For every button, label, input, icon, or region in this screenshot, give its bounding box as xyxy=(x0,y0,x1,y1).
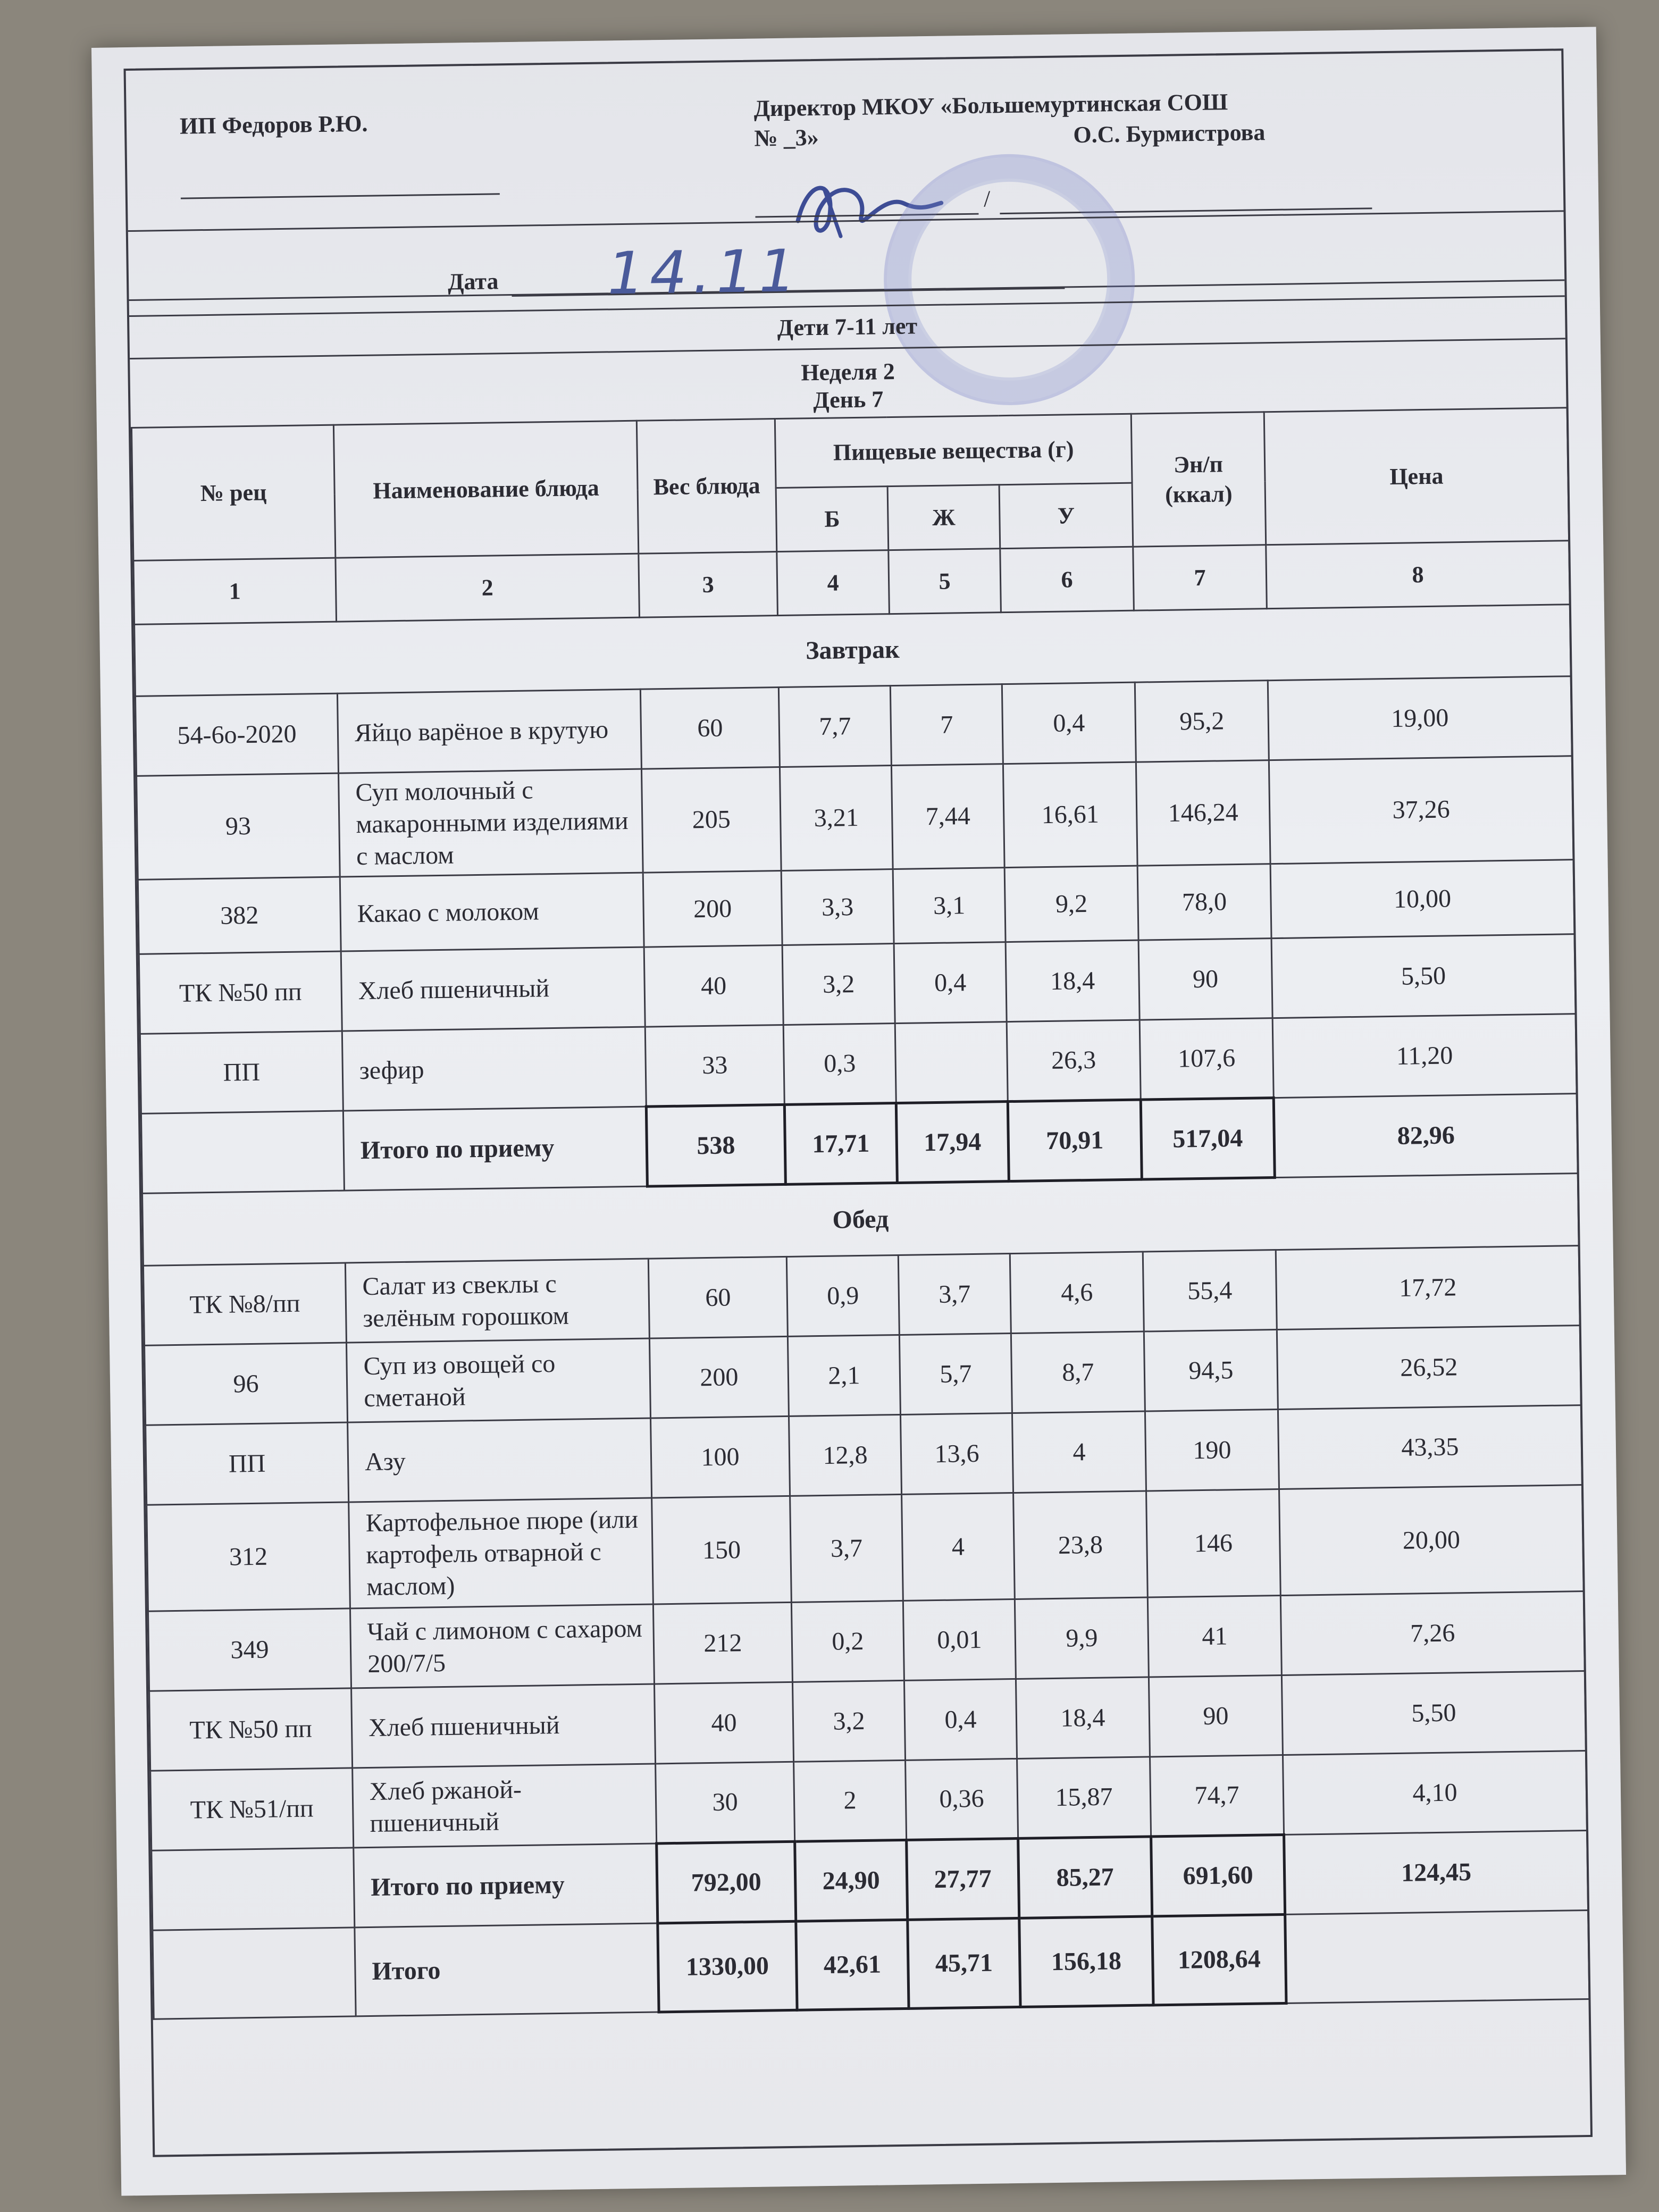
grand-total-b: 42,61 xyxy=(796,1920,909,2010)
lunch-title: Обед xyxy=(143,1174,1579,1266)
director-title-line2: № _3» xyxy=(754,124,819,152)
header-row-1 xyxy=(131,408,1568,497)
u-cell: 4 xyxy=(1012,1411,1146,1493)
zh-cell: 7,44 xyxy=(891,764,1004,869)
col-u-header: У xyxy=(999,483,1133,548)
grand-total-zh: 45,71 xyxy=(908,1918,1020,2008)
total-weight: 538 xyxy=(646,1104,785,1186)
col-name-header: Наименование блюда xyxy=(333,421,638,558)
menu-table xyxy=(131,407,1590,2020)
energy-cell: 90 xyxy=(1138,939,1272,1020)
rec-cell: 96 xyxy=(145,1343,348,1425)
approval-header xyxy=(126,51,1565,301)
price-cell: 11,20 xyxy=(1272,1014,1577,1098)
zh-cell: 0,01 xyxy=(903,1599,1016,1680)
document-frame xyxy=(123,48,1593,2157)
b-cell: 7,7 xyxy=(778,686,891,767)
u-cell: 26,3 xyxy=(1007,1020,1141,1101)
supplier-signature-line xyxy=(181,193,500,199)
total-energy: 691,60 xyxy=(1151,1834,1285,1916)
b-cell: 3,7 xyxy=(790,1494,903,1602)
rec-cell: ТК №50 пп xyxy=(139,951,342,1034)
energy-cell: 146 xyxy=(1146,1489,1281,1597)
total-energy: 517,04 xyxy=(1141,1098,1275,1179)
energy-cell: 74,7 xyxy=(1150,1755,1284,1836)
col-b-header: Б xyxy=(776,487,889,552)
weight-cell: 40 xyxy=(654,1682,793,1764)
zh-cell: 13,6 xyxy=(900,1413,1013,1495)
b-cell: 3,3 xyxy=(781,869,894,945)
weight-cell: 150 xyxy=(652,1496,792,1604)
dish-name-cell: Суп молочный с макаронными изделиями с маслом xyxy=(339,769,643,877)
dish-name-cell: Хлеб пшеничный xyxy=(341,947,645,1031)
rec-cell: ТК №51/пп xyxy=(150,1768,354,1850)
price-cell: 43,35 xyxy=(1278,1405,1582,1489)
col-number: 2 xyxy=(336,554,640,622)
price-cell: 19,00 xyxy=(1268,676,1572,760)
b-cell: 2,1 xyxy=(787,1335,900,1416)
energy-cell: 55,4 xyxy=(1143,1250,1277,1331)
u-cell: 23,8 xyxy=(1013,1491,1148,1599)
rec-cell: ТК №50 пп xyxy=(149,1688,353,1771)
total-zh: 27,77 xyxy=(907,1838,1019,1920)
zh-cell: 4 xyxy=(902,1493,1015,1601)
price-cell: 7,26 xyxy=(1280,1591,1585,1675)
price-cell: 5,50 xyxy=(1281,1671,1586,1755)
price-cell: 20,00 xyxy=(1279,1485,1583,1596)
total-weight: 792,00 xyxy=(657,1841,796,1923)
supplier-name: ИП Федоров Р.Ю. xyxy=(179,110,368,139)
zh-cell: 0,4 xyxy=(904,1679,1017,1760)
col-number: 7 xyxy=(1133,545,1267,610)
col-price-header: Цена xyxy=(1264,408,1569,545)
energy-cell: 90 xyxy=(1149,1675,1283,1756)
b-cell: 0,3 xyxy=(783,1024,896,1105)
rec-cell: 93 xyxy=(137,773,340,879)
director-name: О.С. Бурмистрова xyxy=(1073,119,1266,148)
price-cell: 4,10 xyxy=(1283,1751,1587,1835)
weight-cell: 33 xyxy=(645,1025,784,1107)
menu-sheet xyxy=(91,27,1626,2196)
zh-cell: 3,7 xyxy=(898,1254,1011,1335)
dish-name-cell: Какао с молоком xyxy=(340,873,644,951)
dish-name-cell: Салат из свеклы с зелёным горошком xyxy=(345,1259,649,1343)
energy-cell: 95,2 xyxy=(1135,681,1269,762)
energy-cell: 41 xyxy=(1147,1596,1281,1677)
zh-cell: 3,1 xyxy=(893,868,1006,944)
rec-cell: 382 xyxy=(138,877,341,954)
rec-cell: 312 xyxy=(147,1502,350,1611)
rec-cell: 54-6о-2020 xyxy=(135,693,338,776)
total-b: 17,71 xyxy=(784,1103,897,1185)
price-cell: 17,72 xyxy=(1276,1246,1580,1330)
weight-cell: 200 xyxy=(643,870,782,947)
empty-cell xyxy=(141,1111,344,1193)
rec-cell: ПП xyxy=(140,1031,343,1113)
dish-name-cell: Азу xyxy=(348,1418,652,1502)
dish-name-cell: Яйцо варёное в крутую xyxy=(337,689,641,773)
weight-cell: 100 xyxy=(651,1416,790,1498)
dish-name-cell: Картофельное пюре (или картофель отварной с маслом) xyxy=(349,1498,653,1608)
table-row xyxy=(147,1485,1584,1612)
b-cell: 3,2 xyxy=(792,1680,905,1762)
handwritten-date: 14.11 xyxy=(607,237,802,308)
grand-total-energy: 1208,64 xyxy=(1152,1914,1286,2005)
u-cell: 18,4 xyxy=(1006,940,1139,1021)
zh-cell: 0,36 xyxy=(906,1758,1018,1840)
rec-cell: ТК №8/пп xyxy=(143,1263,346,1345)
col-number: 1 xyxy=(133,558,337,624)
dish-name-cell: Суп из овощей со сметаной xyxy=(346,1338,650,1422)
col-number: 5 xyxy=(889,549,1001,614)
energy-cell: 146,24 xyxy=(1136,760,1270,866)
date-label: Дата xyxy=(447,268,499,295)
b-cell: 12,8 xyxy=(789,1414,901,1496)
breakfast-title: Завтрак xyxy=(135,605,1571,697)
rec-cell: ПП xyxy=(146,1422,349,1505)
total-u: 85,27 xyxy=(1018,1837,1152,1918)
total-label: Итого по приему xyxy=(354,1844,658,1928)
col-zh-header: Ж xyxy=(887,485,1000,550)
price-cell: 5,50 xyxy=(1271,934,1576,1018)
signature-separator: / xyxy=(983,186,991,212)
grand-total-price xyxy=(1285,1910,1589,2003)
weight-cell: 212 xyxy=(653,1602,792,1684)
col-rec-header: № рец xyxy=(131,425,335,560)
empty-cell xyxy=(152,1848,355,1930)
zh-cell: 5,7 xyxy=(899,1334,1012,1415)
director-title-line1: Директор МКОУ «Большемуртинская СОШ xyxy=(753,89,1228,122)
age-group: Дети 7-11 лет xyxy=(777,313,918,341)
col-nutrients-header: Пищевые вещества (г) xyxy=(775,414,1132,488)
empty-cell xyxy=(153,1928,356,2019)
price-cell: 37,26 xyxy=(1269,756,1573,864)
b-cell: 3,21 xyxy=(780,766,893,871)
weight-cell: 200 xyxy=(649,1336,789,1418)
u-cell: 15,87 xyxy=(1017,1757,1151,1838)
col-number: 3 xyxy=(639,552,778,618)
col-number: 4 xyxy=(777,550,890,616)
total-u: 70,91 xyxy=(1008,1100,1142,1181)
dish-name-cell: Чай с лимоном с сахаром 200/7/5 xyxy=(350,1604,654,1688)
col-number: 8 xyxy=(1266,541,1570,609)
col-number: 6 xyxy=(1000,547,1134,612)
grand-total-u: 156,18 xyxy=(1019,1916,1153,2007)
grand-total-weight: 1330,00 xyxy=(658,1921,797,2012)
total-label: Итого по приему xyxy=(343,1107,647,1191)
col-weight-header: Вес блюда xyxy=(636,419,776,554)
dish-name-cell: Хлеб пшеничный xyxy=(351,1684,656,1768)
zh-cell: 0,4 xyxy=(894,942,1007,1024)
u-cell: 16,61 xyxy=(1003,762,1137,867)
u-cell: 9,9 xyxy=(1015,1597,1149,1679)
energy-cell: 107,6 xyxy=(1139,1018,1273,1100)
u-cell: 8,7 xyxy=(1011,1331,1145,1413)
zh-cell xyxy=(895,1022,1008,1103)
total-b: 24,90 xyxy=(795,1840,908,1921)
table-row xyxy=(137,756,1573,880)
u-cell: 4,6 xyxy=(1010,1252,1144,1333)
zh-cell: 7 xyxy=(890,684,1003,766)
rec-cell: 349 xyxy=(148,1608,351,1691)
u-cell: 9,2 xyxy=(1004,866,1138,942)
grand-total-label: Итого xyxy=(355,1923,659,2016)
day-label: День 7 xyxy=(812,386,884,414)
energy-cell: 78,0 xyxy=(1137,864,1271,940)
weight-cell: 205 xyxy=(641,767,781,873)
total-price: 124,45 xyxy=(1284,1831,1588,1915)
b-cell: 0,9 xyxy=(786,1255,899,1336)
price-cell: 10,00 xyxy=(1270,860,1574,939)
total-price: 82,96 xyxy=(1273,1094,1578,1178)
energy-cell: 94,5 xyxy=(1144,1330,1278,1411)
b-cell: 3,2 xyxy=(782,944,895,1025)
b-cell: 2 xyxy=(794,1760,907,1841)
weight-cell: 40 xyxy=(644,945,783,1027)
col-energy-header: Эн/п (ккал) xyxy=(1131,412,1266,547)
total-zh: 17,94 xyxy=(896,1102,1009,1183)
week-label: Неделя 2 xyxy=(801,358,895,386)
weight-cell: 30 xyxy=(656,1762,795,1844)
u-cell: 0,4 xyxy=(1002,682,1136,764)
b-cell: 0,2 xyxy=(791,1601,904,1682)
dish-name-cell: Хлеб ржаной-пшеничный xyxy=(353,1764,657,1848)
u-cell: 18,4 xyxy=(1016,1677,1150,1758)
price-cell: 26,52 xyxy=(1277,1326,1581,1410)
dish-name-cell: зефир xyxy=(342,1027,646,1111)
weight-cell: 60 xyxy=(648,1256,787,1338)
weight-cell: 60 xyxy=(640,688,780,769)
energy-cell: 190 xyxy=(1145,1410,1279,1491)
